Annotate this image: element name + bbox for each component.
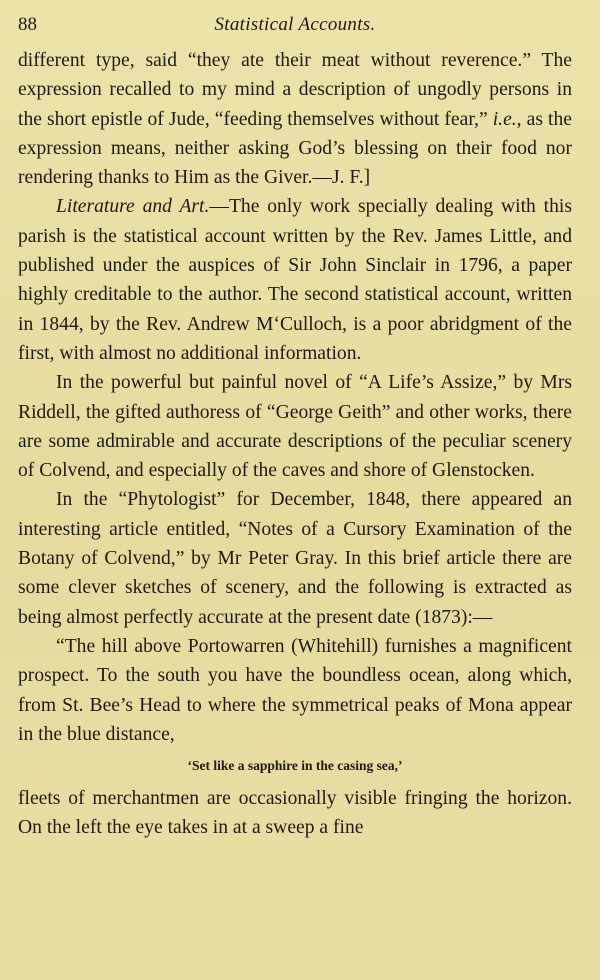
paragraph-literature-and-art <box>18 192 572 368</box>
paragraph-3: In the powerful but painful novel of “A Life’s Assize,” by Mrs Riddell, the gifted authoress of “George Geith” and other works, there are some admirable and accurate descriptions of the peculiar scenery of Colvend, and especially of the caves and shore of Glenstocken. <box>18 372 572 482</box>
page-body <box>18 46 572 843</box>
section-heading-literature-and-art: Literature and Art. <box>56 196 210 218</box>
paragraph-4: In the “Phytologist” for December, 1848, there appeared an interesting article entitled, “Notes of a Cursory Examination of the Botany of Colvend,” by Mr Peter Gray. In this brief article there are some clever sketches of scenery, and the following is extracted as being almost perfectly accurate at the present date (1873):— <box>18 489 572 628</box>
running-head <box>18 12 572 42</box>
paragraph-1 <box>18 46 572 192</box>
running-title: Statistical Accounts. <box>214 14 376 35</box>
paragraph-5-quote: “The hill above Portowarren (Whitehill) furnishes a magnificent prospect. To the south you have the boundless ocean, along which, from St. Bee’s Head to where the symmetrical peaks of Mona appear in the blue distance, <box>18 635 572 745</box>
page-number: 88 <box>18 14 37 35</box>
epigraph-quote: ‘Set like a sapphire in the casing sea,’ <box>187 758 403 774</box>
paragraph-1-ie: i.e. <box>492 108 517 130</box>
paragraph-2-text: —The only work specially dealing with this parish is the statistical account written by the Rev. James Little, and published under the auspices of Sir John Sinclair in 1796, a paper highly creditable to the author. The second statistical account, written in 1844, by the Rev. Andrew M‘Culloch, is a poor abridgment of the first, with almost no additional information. <box>18 196 572 364</box>
paragraph-1-text: different type, said “they ate their meat without reverence.” The expression recalled to my mind a description of ungodly persons in the short epistle of Jude, “feeding themselves without fear,” <box>18 50 572 130</box>
paragraph-6: fleets of merchantmen are occasionally visible fringing the horizon. On the left the eye takes in at a sweep a fine <box>18 788 572 839</box>
paragraph-1-rest: , as the expression means, neither asking God’s blessing on their food nor rendering thanks to Him as the Giver.—J. F.] <box>18 108 572 189</box>
